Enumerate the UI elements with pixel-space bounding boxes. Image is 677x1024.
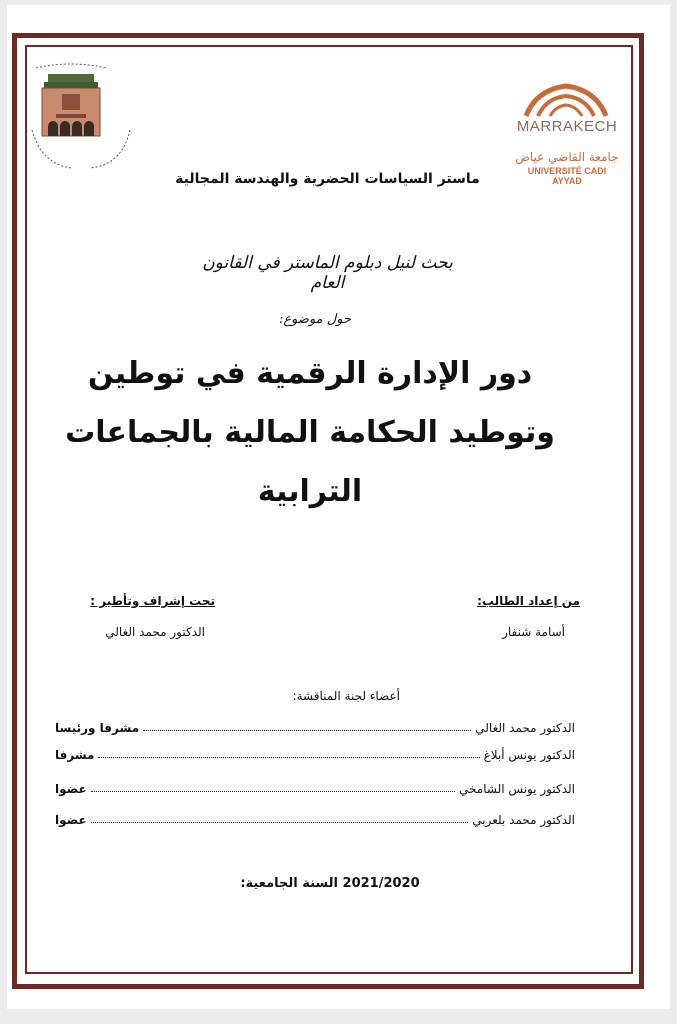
thesis-title-line-2: وتوطيد الحكامة المالية بالجماعات [65, 415, 555, 450]
student-name: أسامة شنفار [502, 625, 565, 639]
master-program-heading: ماستر السياسات الحضرية والهندسة المجالية [175, 171, 480, 187]
academic-year [230, 876, 430, 891]
committee-member-row [55, 776, 575, 796]
committee-member-role: عضوا [55, 782, 87, 796]
committee-label: أعضاء لجنة المناقشة: [292, 689, 400, 703]
dotted-leader [98, 757, 479, 758]
committee-member-name: الدكتور محمد بلعربي [472, 813, 575, 827]
dotted-leader [143, 730, 471, 731]
committee-member-role: عضوا [55, 813, 87, 827]
thesis-title-line-1: دور الإدارة الرقمية في توطين [87, 356, 533, 391]
academic-year-label: السنة الجامعية: [240, 876, 338, 891]
committee-member-name: الدكتور محمد الغالي [475, 721, 575, 735]
uca-arabic-name: جامعة القاضي عياض [515, 150, 619, 164]
thesis-purpose: بحث لنيل دبلوم الماستر في القانون العام [202, 253, 453, 293]
dotted-leader [91, 791, 455, 792]
committee-member-name: الدكتور يونس أبلاغ [483, 748, 575, 762]
committee-member-row [55, 807, 575, 827]
uca-city-label: MARRAKECH [516, 118, 618, 135]
uca-latin-name: UNIVERSITÉ CADI AYYAD [527, 166, 607, 186]
committee-member-name: الدكتور يونس الشامخي [459, 782, 575, 796]
supervisor-name: الدكتور محمد الغالي [105, 625, 205, 639]
dotted-leader [91, 822, 469, 823]
supervisor-label: تحت إشراف وتأطير : [90, 594, 215, 608]
thesis-title-line-3: الترابية [257, 474, 363, 509]
about-topic-label: حول موضوع: [279, 312, 351, 327]
student-label: من إعداد الطالب: [477, 594, 580, 608]
committee-member-row [55, 715, 575, 735]
committee-member-role: مشرفا ورئيسا [55, 721, 140, 735]
faculty-building-seal-icon [26, 60, 136, 175]
committee-member-row [55, 742, 575, 762]
academic-year-value: 2021/2020 [342, 876, 420, 891]
committee-member-role: مشرفا [55, 748, 95, 762]
